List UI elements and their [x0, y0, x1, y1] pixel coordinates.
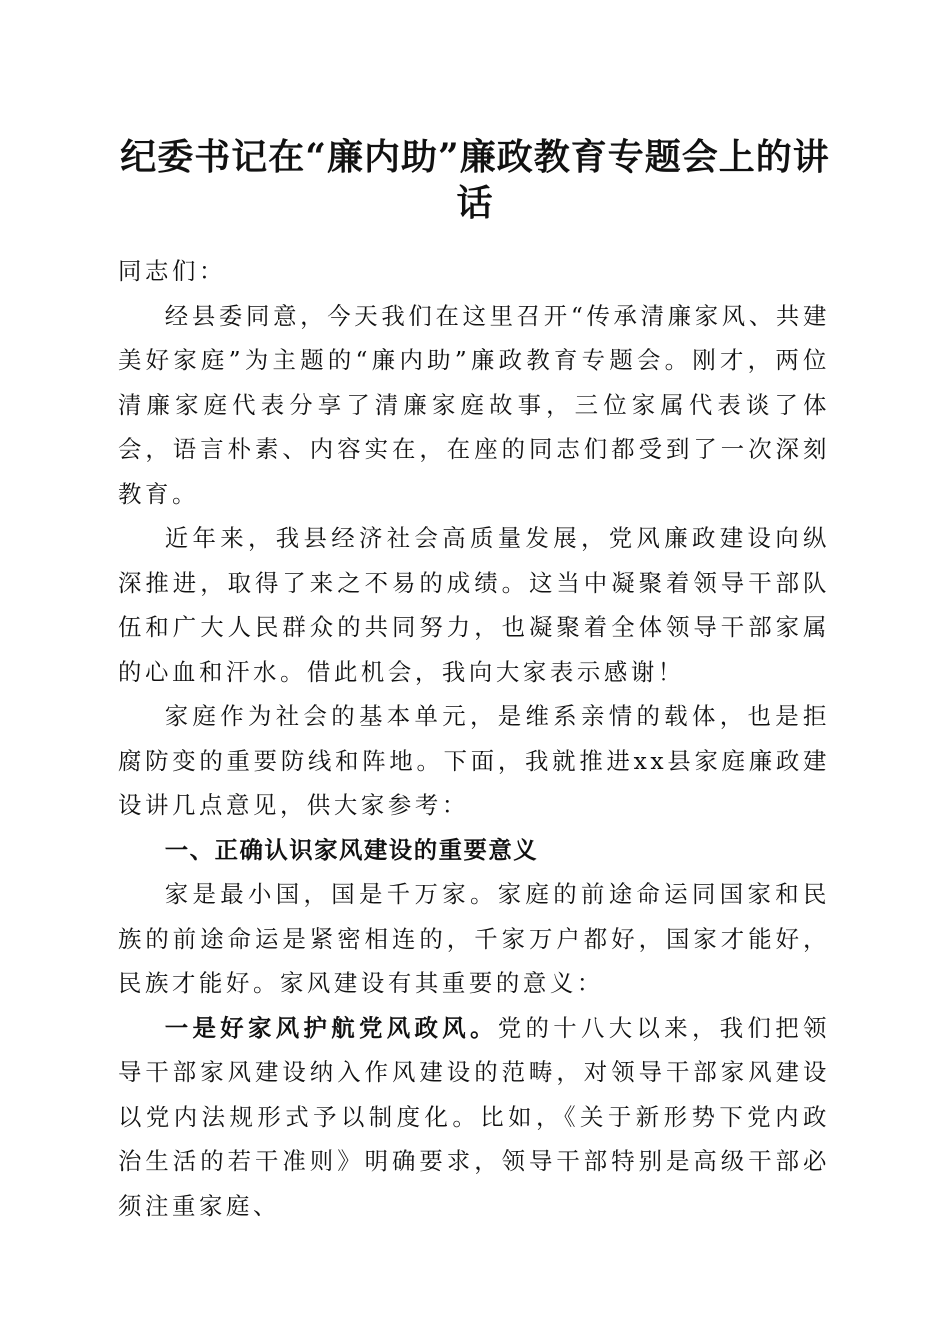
point-lead: 一是好家风护航党风政风。	[164, 1013, 498, 1042]
document-title: 纪委书记在“廉内助”廉政教育专题会上的讲话	[120, 136, 830, 224]
section-paragraph: 家是最小国，国是千万家。家庭的前途命运同国家和民族的前途命运是紧密相连的，千家万户都好，国家才能好，民族才能好。家风建设有其重要的意义：	[118, 880, 830, 997]
section-heading: 一、正确认识家风建设的重要意义	[164, 835, 539, 864]
document-body	[118, 249, 830, 1228]
point-paragraph	[118, 1006, 830, 1229]
paragraph-family: 家庭作为社会的基本单元，是维系亲情的载体，也是拒腐防变的重要防线和阵地。下面，我就推进xx县家庭廉政建设讲几点意见，供大家参考：	[118, 702, 830, 819]
paragraph-intro: 经县委同意，今天我们在这里召开“传承清廉家风、共建美好家庭”为主题的“廉内助”廉政教育专题会。刚才，两位清廉家庭代表分享了清廉家庭故事，三位家属代表谈了体会，语言朴素、内容实在，在座的同志们都受到了一次深刻教育。	[118, 301, 830, 508]
paragraph-achievements: 近年来，我县经济社会高质量发展，党风廉政建设向纵深推进，取得了来之不易的成绩。这当中凝聚着领导干部队伍和广大人民群众的共同努力，也凝聚着全体领导干部家属的心血和汗水。借此机会，我向大家表示感谢！	[118, 524, 830, 686]
point-text: 党的十八大以来，我们把领导干部家风建设纳入作风建设的范畴，对领导干部家风建设以党内法规形式予以制度化。比如，《关于新形势下党内政治生活的若干准则》明确要求，领导干部特别是高级干部必须注重家庭、	[118, 1013, 830, 1220]
greeting: 同志们：	[118, 257, 226, 285]
